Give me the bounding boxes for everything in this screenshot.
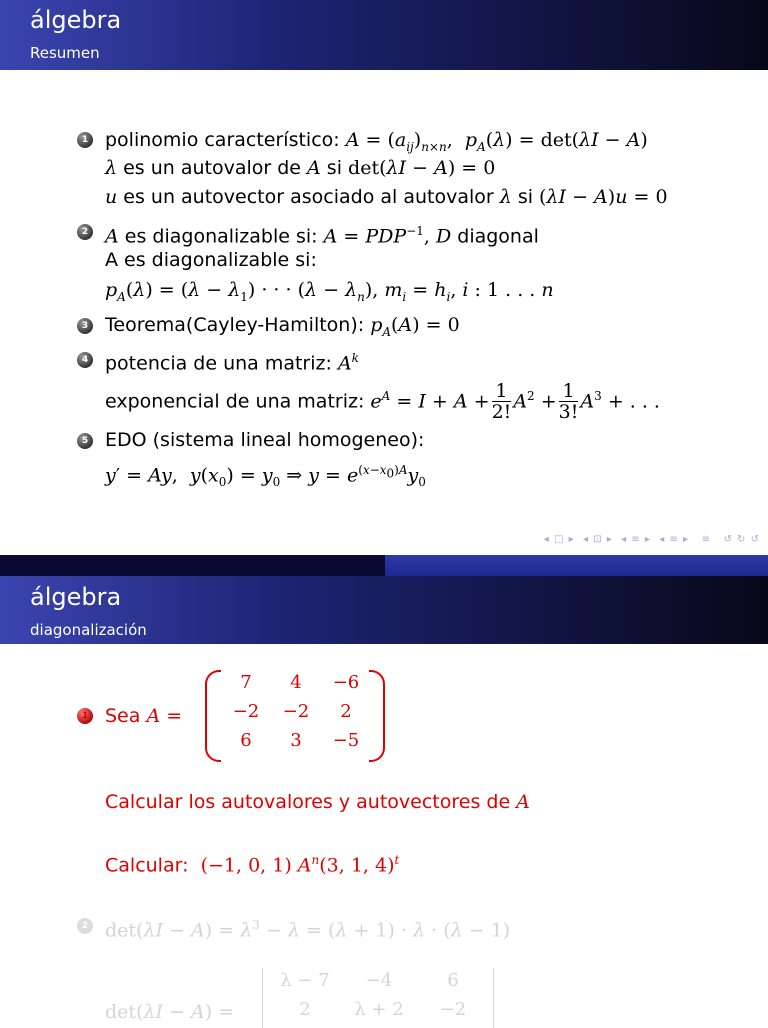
item-2-line-2: A es diagonalizable si:: [105, 249, 317, 271]
item-number-1: 1: [77, 132, 93, 148]
slide-subtitle: diagonalización: [30, 621, 147, 639]
item-number-3: 3: [77, 318, 93, 334]
sea-label: Sea A =: [105, 705, 183, 727]
separator-dark-bar: [0, 555, 385, 576]
det-entry-1-2: −2: [439, 999, 467, 1020]
char-poly-line: $\det(\lambda I - A) = \lambda^3 - \lambda = (\lambda + 1) \cdot \lambda \cdot (\lambda - 1)$: [105, 918, 511, 942]
det-right-bar: [493, 968, 494, 1028]
det-left-bar: [262, 968, 263, 1028]
matrix-entry-2-2: −5: [332, 730, 360, 751]
task-calcular: Calcular: (−1, 0, 1) $A^n(3$, 1, 4)$^t$: [105, 853, 400, 877]
matrix-entry-0-2: −6: [332, 672, 360, 693]
slide-title: álgebra: [30, 583, 122, 611]
item-number-5: 5: [77, 433, 93, 449]
item-4-line-2: exponencial de una matriz: $e^A = I + A$ + $\frac{1}{2!}$ $A^2$ + $\frac{1}{3!}$ $A^3$ + . . .: [105, 380, 660, 424]
matrix-A: [205, 670, 385, 762]
matrix-entry-1-1: −2: [282, 701, 310, 722]
det-lhs: det(λI − A) =: [105, 1001, 235, 1023]
slide-header: [0, 0, 768, 70]
item-number-2: 2: [77, 224, 93, 240]
det-entry-0-2: 6: [447, 970, 459, 991]
item-5-line-1: EDO (sistema lineal homogeneo):: [105, 429, 425, 451]
det-entry-0-1: −4: [365, 970, 393, 991]
matrix-entry-1-2: 2: [340, 701, 352, 722]
matrix-right-paren: [369, 670, 385, 762]
matrix-entry-2-0: 6: [240, 730, 252, 751]
det-entry-0-0: λ − 7: [280, 970, 330, 991]
slide-title: álgebra: [30, 6, 122, 34]
matrix-entry-1-0: −2: [232, 701, 260, 722]
det-matrix: [262, 968, 494, 1028]
slide-subtitle: Resumen: [30, 44, 100, 62]
item-number-1-red: 1: [77, 708, 93, 724]
item-number-2-faded: 2: [77, 918, 93, 934]
matrix-entry-0-0: 7: [240, 672, 252, 693]
matrix-entry-2-1: 3: [290, 730, 302, 751]
item-2-line-1: A es diagonalizable si: $A = PDP^{-1}$, D diagonal: [105, 224, 539, 248]
item-5-line-2: y′ = Ay, $y(x_0) = y_0$ ⇒ $y = e^{(x-x_0)A}y_0$: [105, 463, 426, 490]
item-number-4: 4: [77, 352, 93, 368]
slide-separator: [0, 555, 768, 576]
beamer-nav-symbols[interactable]: ◂ □ ▸ ◂ ⊡ ▸ ◂ ≡ ▸ ◂ ≡ ▸ ≡ ↺ ↻ ↺: [543, 534, 760, 545]
item-1-line-2: λ es un autovalor de A si det(λI − A) = 0: [105, 157, 496, 179]
separator-light-bar: [385, 555, 768, 576]
matrix-entry-0-1: 4: [290, 672, 302, 693]
det-entry-1-0: 2: [299, 999, 311, 1020]
matrix-left-paren: [205, 670, 221, 762]
item-1-line-1: polinomio característico: $A = (a_{ij})_{n\times n}$, $p_A(\lambda) = \det(\lambda I - A)$: [105, 129, 648, 154]
slide-header: [0, 576, 768, 644]
item-1-line-3: u es un autovector asociado al autovalor λ si (λI − A)u = 0: [105, 186, 668, 208]
item-2-line-3: $p_A(\lambda) = (\lambda - \lambda_1)$ · · · $(\lambda - \lambda_n)$, $m_i = h_i$, i : 1 . . . n: [105, 279, 554, 304]
item-3-line-1: Teorema(Cayley-Hamilton): $p_A(A) = 0$: [105, 314, 460, 339]
det-entry-1-1: λ + 2: [354, 999, 404, 1020]
item-4-line-1: potencia de una matriz: $A^k$: [105, 351, 359, 375]
det-entries: [268, 970, 490, 1028]
matrix-entries: [221, 672, 371, 759]
task-autovalores: Calcular los autovalores y autovectores de A: [105, 791, 530, 813]
